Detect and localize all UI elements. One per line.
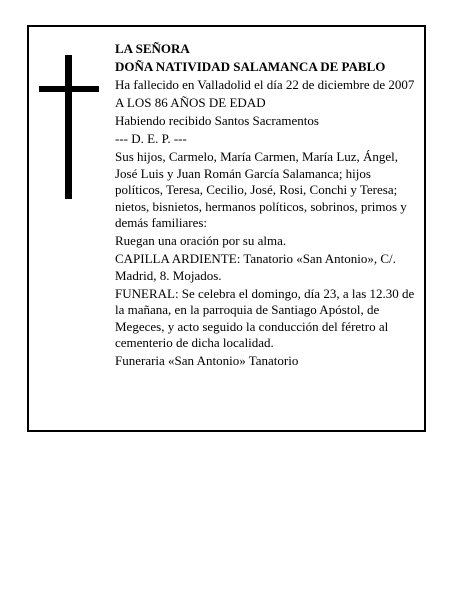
notice-text: [115, 41, 421, 371]
funeral-info: FUNERAL: Se celebra el domingo, día 23, a las 12.30 de la mañana, en la parroquia de Santiago Apóstol, de Megeces, y acto seguido la conducción del féretro al cementerio de dicha localidad.: [115, 285, 415, 350]
cross-icon: [39, 55, 99, 199]
chapel-info: CAPILLA ARDIENTE: Tanatorio «San Antonio», C/. Madrid, 8. Mojados.: [115, 251, 396, 283]
cross-vertical-bar: [65, 55, 72, 199]
age-statement: A LOS 86 AÑOS DE EDAD: [115, 95, 266, 110]
cross-horizontal-bar: [39, 86, 99, 92]
deceased-name: DOÑA NATIVIDAD SALAMANCA DE PABLO: [115, 59, 386, 74]
obituary-notice: [27, 25, 426, 432]
sacraments-statement: Habiendo recibido Santos Sacramentos: [115, 113, 319, 128]
notice-title: LA SEÑORA: [115, 41, 190, 56]
family-list: Sus hijos, Carmelo, María Carmen, María Luz, Ángel, José Luis y Juan Román García Salamanca; hijos políticos, Teresa, Cecilio, José, Rosi, Conchi y Teresa; nietos, bisnietos, hermanos políticos, sobrinos, primos y demás familiares:: [115, 149, 407, 230]
death-statement: Ha fallecido en Valladolid el día 22 de diciembre de 2007: [115, 77, 415, 92]
funeral-home: Funeraria «San Antonio» Tanatorio: [115, 353, 299, 368]
prayer-request: Ruegan una oración por su alma.: [115, 233, 287, 248]
rip-line: --- D. E. P. ---: [115, 131, 187, 146]
